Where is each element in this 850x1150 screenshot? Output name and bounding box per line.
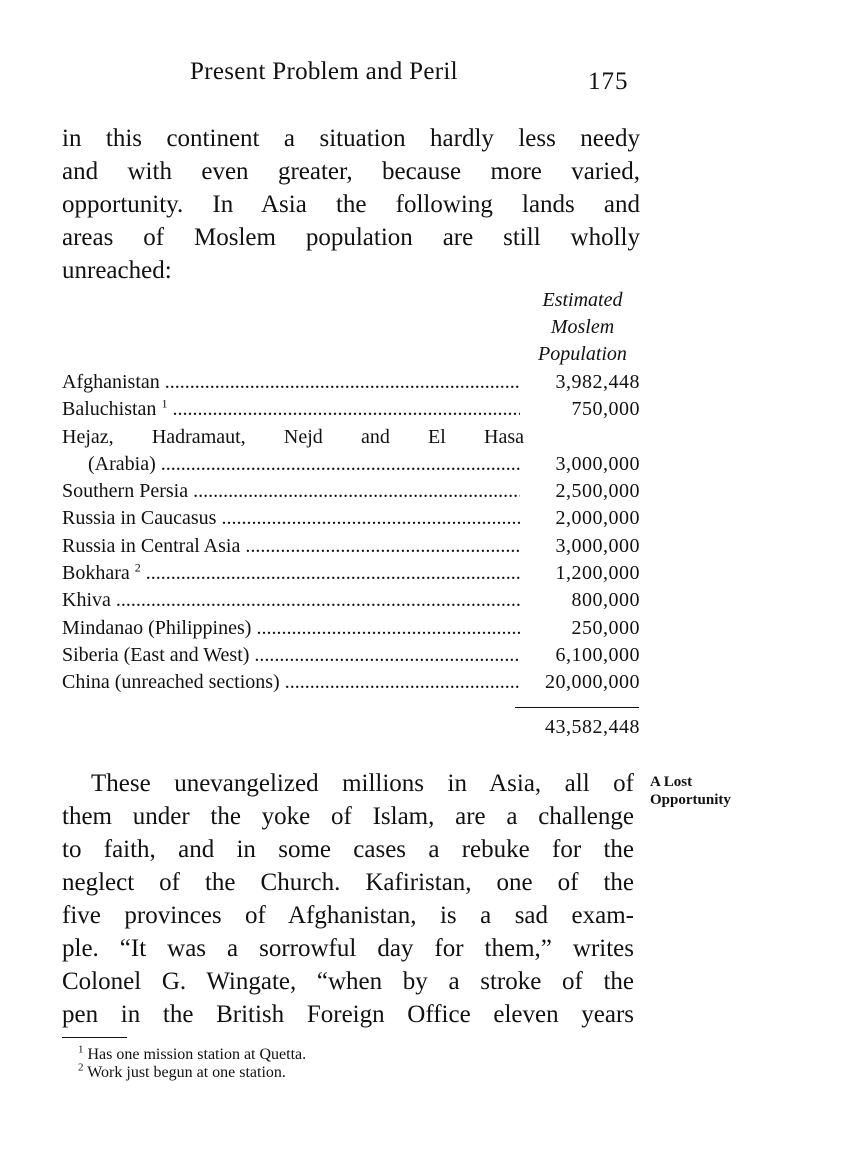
region-name: Siberia (East and West) ..... (62, 642, 520, 669)
footnote-text: Has one mission station at Quetta. (87, 1046, 307, 1063)
table-row (62, 369, 640, 396)
footnote-mark: 1 (161, 396, 168, 411)
intro-paragraph (62, 122, 640, 287)
text-line: pen in the British Foreign Office eleven years (62, 1001, 634, 1028)
text-line: opportunity. In Asia the following lands and (62, 191, 640, 218)
column-heading-line: Estimated (542, 289, 623, 311)
population-value: 750,000 (571, 398, 640, 421)
population-value: 800,000 (571, 589, 640, 612)
population-value: 6,100,000 (555, 643, 640, 666)
margin-note (650, 773, 731, 809)
table-row (62, 669, 640, 696)
text-line: neglect of the Church. Kafiristan, one of the (62, 869, 634, 896)
population-value: 3,000,000 (555, 534, 640, 557)
population-value: 250,000 (571, 616, 640, 639)
region-name: Baluchistan $^1$ ..... (62, 396, 520, 423)
text-line: them under the yoke of Islam, are a challenge (62, 803, 634, 830)
footnote-mark: 2 (78, 1061, 84, 1074)
region-name: Mindanao (Philippines) ..... (62, 615, 520, 642)
footnote (78, 1043, 307, 1064)
text-line: in this continent a situation hardly less needy (62, 125, 640, 152)
table-row (62, 396, 640, 423)
region-name: Hejaz, Hadramaut, Nejd and El Hasa (62, 425, 524, 448)
population-value: 2,500,000 (555, 480, 640, 503)
total-rule (515, 707, 639, 708)
region-name: Russia in Caucasus ..... (62, 505, 520, 532)
footnote-rule (62, 1037, 127, 1038)
table-row (62, 533, 640, 560)
footnote-mark: 1 (78, 1043, 84, 1056)
region-name: Russia in Central Asia ..... (62, 533, 520, 560)
margin-note-line: A Lost (650, 774, 693, 790)
table-row (62, 505, 640, 532)
table-row (62, 587, 640, 614)
population-value: 1,200,000 (555, 562, 640, 585)
column-heading-line: Population (538, 343, 627, 365)
text-line: to faith, and in some cases a rebuke for the (62, 836, 634, 863)
population-table (62, 369, 640, 697)
region-name: Khiva ..... (62, 587, 520, 614)
text-line: ple. “It was a sorrowful day for them,” writes (62, 935, 634, 962)
table-row (62, 560, 640, 587)
region-name: China (unreached sections) ..... (62, 669, 520, 696)
table-row (62, 451, 640, 478)
text-line: Colonel G. Wingate, “when by a stroke of the (62, 968, 634, 995)
table-row (62, 424, 640, 451)
population-value: 20,000,000 (545, 671, 640, 694)
table-row (62, 478, 640, 505)
running-head: Present Problem and Peril (190, 58, 458, 85)
column-heading (520, 287, 645, 368)
region-name: Afghanistan ..... (62, 369, 520, 396)
population-value: 2,000,000 (555, 507, 640, 530)
region-name: Southern Persia ..... (62, 478, 520, 505)
text-line: These unevangelized millions in Asia, all of (91, 770, 634, 797)
footnotes (78, 1043, 307, 1082)
table-row (62, 642, 640, 669)
text-line: areas of Moslem population are still wholly (62, 224, 640, 251)
population-value: 3,000,000 (555, 452, 640, 475)
region-name: Bokhara $^2$ ..... (62, 560, 520, 587)
text-line: unreached: (62, 257, 172, 284)
body-paragraph (62, 767, 634, 1031)
column-heading-line: Moslem (550, 316, 615, 338)
population-value: 3,982,448 (555, 371, 640, 393)
region-name: (Arabia) ..... (88, 451, 520, 478)
text-line: five provinces of Afghanistan, is a sad exam- (62, 902, 634, 929)
text-line: and with even greater, because more varied, (62, 158, 640, 185)
table-row (62, 615, 640, 642)
population-total: 43,582,448 (545, 716, 640, 738)
footnote-mark: 2 (134, 560, 141, 575)
margin-note-line: Opportunity (650, 792, 731, 808)
footnote-text: Work just begun at one station. (87, 1064, 286, 1081)
page-number: 175 (588, 68, 629, 95)
footnote (78, 1061, 306, 1082)
